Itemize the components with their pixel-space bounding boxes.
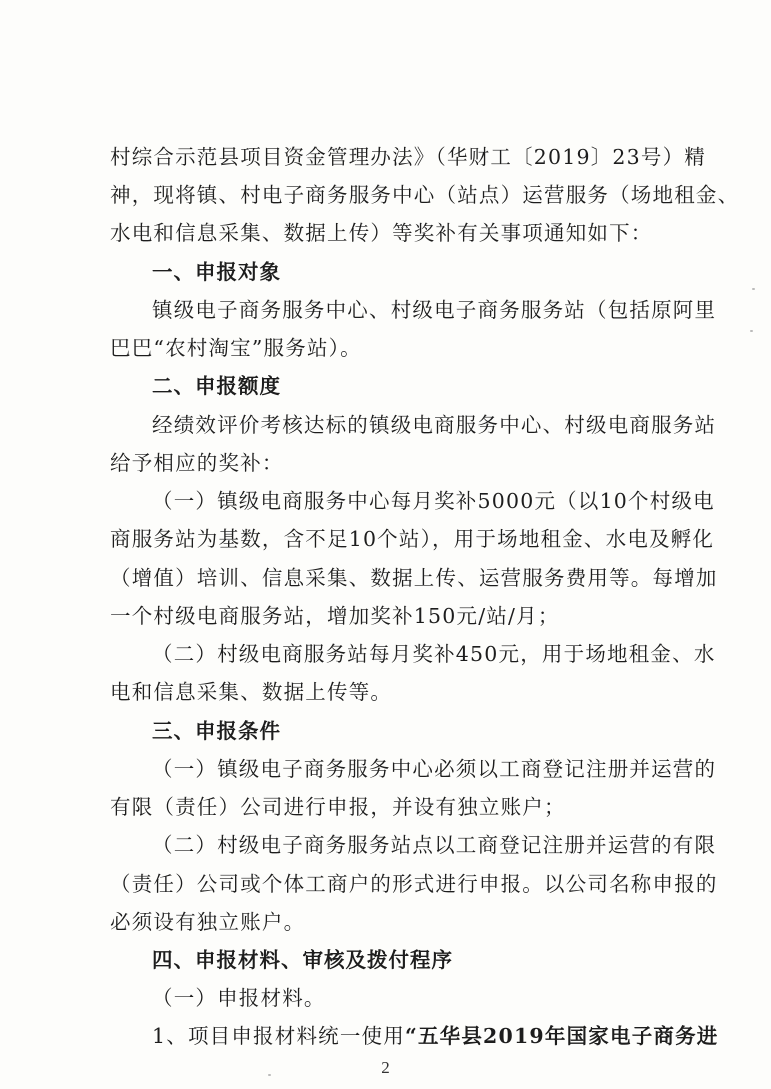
section-heading-1: 一、申报对象 <box>152 260 281 284</box>
section-heading-4: 四、申报材料、审核及拨付程序 <box>152 948 453 972</box>
section-heading-3: 三、申报条件 <box>152 719 281 743</box>
paragraph-line: （责任）公司或个体工商户的形式进行申报。以公司名称申报的 <box>110 872 718 896</box>
paragraph-line-last <box>152 1021 742 1051</box>
scan-speck <box>750 330 753 332</box>
section-heading-2: 二、申报额度 <box>152 374 281 398</box>
paragraph-line: 经绩效评价考核达标的镇级电商服务中心、村级电商服务站 <box>152 413 717 437</box>
paragraph-text: 1、项目申报材料统一使用 <box>152 1024 405 1048</box>
paragraph-line: 有限（责任）公司进行申报，并设有独立账户； <box>110 795 566 819</box>
scan-speck <box>268 1074 271 1076</box>
paragraph-line: （二）村级电商服务站每月奖补450元，用于场地租金、水 <box>152 642 716 666</box>
paragraph-line: 商服务站为基数，含不足10个站），用于场地租金、水电及孵化 <box>110 527 715 551</box>
scan-speck <box>752 288 755 290</box>
paragraph-line: 电和信息采集、数据上传等。 <box>110 680 393 704</box>
paragraph-line: （增值）培训、信息采集、数据上传、运营服务费用等。每增加 <box>110 566 718 590</box>
paragraph-line: 给予相应的奖补： <box>110 451 284 475</box>
paragraph-line: 镇级电子商务服务中心、村级电子商务服务站（包括原阿里 <box>152 298 717 322</box>
paragraph-line: 水电和信息采集、数据上传）等奖补有关事项通知如下： <box>110 221 653 245</box>
paragraph-line: 村综合示范县项目资金管理办法》（华财工〔2019〕23号）精 <box>110 145 707 169</box>
paragraph-line: （一）镇级电商服务中心每月奖补5000元（以10个村级电 <box>152 489 715 513</box>
page-number: 2 <box>381 1058 390 1077</box>
paragraph-line: 神，现将镇、村电子商务服务中心（站点）运营服务（场地租金、 <box>110 183 740 207</box>
emphasized-title: “五华县2019年国家电子商务进 <box>404 1024 719 1048</box>
paragraph-line: 必须设有独立账户。 <box>110 910 306 934</box>
paragraph-line: （一）镇级电子商务服务中心必须以工商登记注册并运营的 <box>152 757 717 781</box>
paragraph-line: （一）申报材料。 <box>152 986 326 1010</box>
paragraph-line: 一个村级电商服务站，增加奖补150元/站/月； <box>110 604 560 628</box>
paragraph-line: （二）村级电子商务服务站点以工商登记注册并运营的有限 <box>152 833 717 857</box>
paragraph-line: 巴巴“农村淘宝”服务站）。 <box>110 336 362 360</box>
